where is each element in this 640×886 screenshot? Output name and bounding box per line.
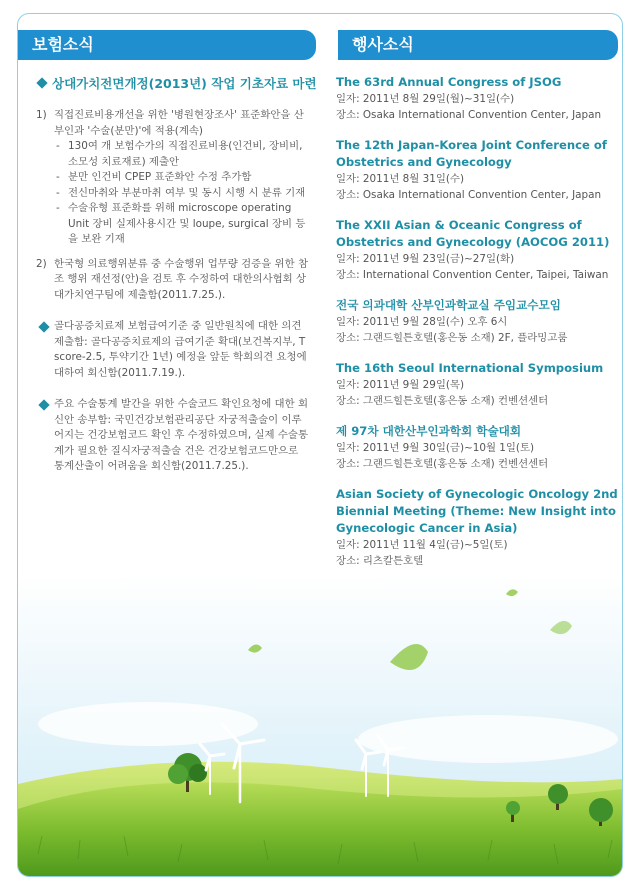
- event-item: [336, 486, 620, 569]
- event-title: The 12th Japan-Korea Joint Conference of Obstetrics and Gynecology: [336, 138, 607, 169]
- item-number: 1): [36, 109, 47, 121]
- event-title: 제 97차 대한산부인과학회 학술대회: [336, 424, 522, 438]
- diamond-bullet-icon: [38, 399, 49, 410]
- event-title: Asian Society of Gynecologic Oncology 2nd Biennial Meeting (Theme: New Insight into Gynecologic Cancer in Asia): [336, 487, 618, 535]
- diamond-bullet-icon: [38, 321, 49, 332]
- event-item: [336, 423, 620, 472]
- event-item: [336, 360, 620, 409]
- sub-list-item: - 130여 개 보험수가의 직접진료비용(인건비, 장비비, 소모성 치료재료) 제출안: [56, 140, 303, 168]
- event-date: 일자: 2011년 9월 29일(목): [336, 379, 465, 391]
- event-item: [336, 74, 620, 123]
- event-title: The XXII Asian & Oceanic Congress of Obstetrics and Gynecology (AOCOG 2011): [336, 218, 610, 249]
- insurance-news-header: [18, 30, 316, 60]
- event-date: 일자: 2011년 9월 23일(금)~27일(화): [336, 253, 515, 265]
- event-item: [336, 297, 620, 346]
- event-date: 일자: 2011년 9월 30일(금)~10월 1일(토): [336, 442, 535, 454]
- page-frame: [17, 13, 623, 877]
- item-text: 직접진료비용개선을 위한 '병원현장조사' 표준화안을 산부인과 '수술(분만)'에 적용(계속): [54, 109, 304, 137]
- insurance-news-section: [36, 74, 317, 475]
- event-date: 일자: 2011년 11월 4일(금)~5일(토): [336, 539, 508, 551]
- event-date: 일자: 2011년 8월 29일(월)~31일(수): [336, 93, 515, 105]
- event-news-header-label: 행사소식: [352, 35, 414, 54]
- event-title: The 16th Seoul International Symposium: [336, 361, 604, 375]
- bullet-paragraph: [36, 397, 310, 475]
- event-place: 장소: 리츠칼튼호텔: [336, 555, 424, 567]
- event-place: 장소: Osaka International Convention Center, Japan: [336, 189, 602, 201]
- sub-list-item: - 수술유형 표준화를 위해 microscope operating Unit 장비 실제사용시간 및 loupe, surgical 장비 등을 보완 기재: [56, 202, 306, 245]
- bullet-text: 주요 수술통계 발간을 위한 수술코드 확인요청에 대한 회신안 송부함: 국민건강보험관리공단 자궁적출술이 이루어지는 건강보험코드 확인 후 수정하였으며, 실제 수술통계가 필요한 질식자궁적출술 건은 건강보험코드만으로 통계산출이 어려움을 회신함(2011.7.25.).: [54, 398, 308, 472]
- item-number: 2): [36, 257, 47, 270]
- diamond-bullet-icon: [36, 77, 47, 88]
- event-news-header: [338, 30, 618, 60]
- landscape-illustration: [18, 574, 622, 876]
- sub-list: [54, 139, 310, 248]
- sub-list-item: - 전신마취와 부분마취 여부 및 동시 시행 시 분류 기재: [56, 186, 306, 199]
- event-item: [336, 137, 620, 203]
- insurance-news-header-label: 보험소식: [32, 35, 94, 54]
- event-place: 장소: 그랜드힐튼호텔(홍은동 소재) 컨벤션센터: [336, 395, 549, 407]
- insurance-news-subtitle: [36, 74, 317, 92]
- event-place: 장소: Osaka International Convention Center, Japan: [336, 109, 602, 121]
- event-date: 일자: 2011년 9월 28일(수) 오후 6시: [336, 316, 508, 328]
- event-place: 장소: International Convention Center, Taipei, Taiwan: [336, 269, 609, 281]
- numbered-item-1: [36, 108, 310, 248]
- event-title: 전국 의과대학 산부인과학교실 주임교수모임: [336, 298, 561, 312]
- bullet-text: 골다공증치료제 보험급여기준 중 일반원칙에 대한 의견 제출함: 골다공증치료제의 급여기준 확대(보건복지부, T score-2.5, 투약기간 1년) 예정을 앞둔 학회의견 요청에 대하여 회신함(2011.7.19.).: [54, 320, 307, 379]
- item-text: 한국형 의료행위분류 중 수술행위 업무량 검증을 위한 참조 행위 재선정(안)을 검토 후 수정하여 대한의사협회 상대가치연구팀에 제출함(2011.7.25.).: [54, 257, 308, 301]
- event-title: The 63rd Annual Congress of JSOG: [336, 75, 562, 89]
- event-item: [336, 217, 620, 283]
- event-place: 장소: 그랜드힐튼호텔(홍은동 소재) 컨벤션센터: [336, 458, 549, 470]
- bullet-paragraph: [36, 319, 310, 381]
- sub-list-item: - 분만 인건비 CPEP 표준화안 수정 추가함: [56, 171, 252, 183]
- event-news-section: [336, 74, 620, 583]
- event-place: 장소: 그랜드힐튼호텔(홍은동 소재) 2F, 플라밍고룸: [336, 332, 568, 344]
- event-date: 일자: 2011년 8월 31일(수): [336, 173, 465, 185]
- numbered-item-2: [36, 257, 310, 304]
- subtitle-text: 상대가치전면개정(2013년) 작업 기초자료 마련: [52, 76, 317, 91]
